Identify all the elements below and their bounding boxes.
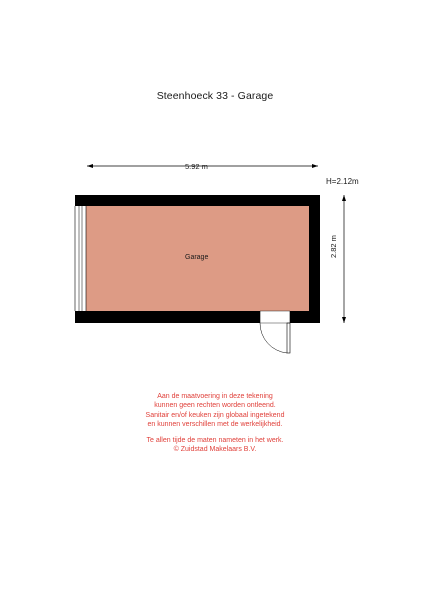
- copyright-line: © Zuidstad Makelaars B.V.: [173, 446, 257, 454]
- width-dimension-label: 5.92 m: [185, 162, 208, 171]
- disclaimer: [0, 392, 430, 455]
- depth-dimension-label: 2.82 m: [329, 235, 338, 258]
- room-label-garage: Garage: [185, 254, 209, 261]
- depth-dimension-line: [342, 195, 346, 323]
- disclaimer-line: Sanitair en/of keuken zijn globaal ingetekend: [145, 411, 285, 419]
- page-title: Steenhoeck 33 - Garage: [156, 90, 274, 102]
- disclaimer-footer-line: Te allen tijde de maten nameten in het werk.: [146, 437, 284, 445]
- disclaimer-line: en kunnen verschillen met de werkelijkheid.: [147, 420, 283, 428]
- disclaimer-line: Aan de maatvoering in deze tekening: [157, 393, 273, 400]
- ceiling-height-note: H=2.12m: [326, 177, 359, 186]
- disclaimer-line: kunnen geen rechten worden ontleend.: [154, 402, 276, 410]
- side-door: [260, 311, 290, 353]
- garage-door-opening: [75, 206, 86, 311]
